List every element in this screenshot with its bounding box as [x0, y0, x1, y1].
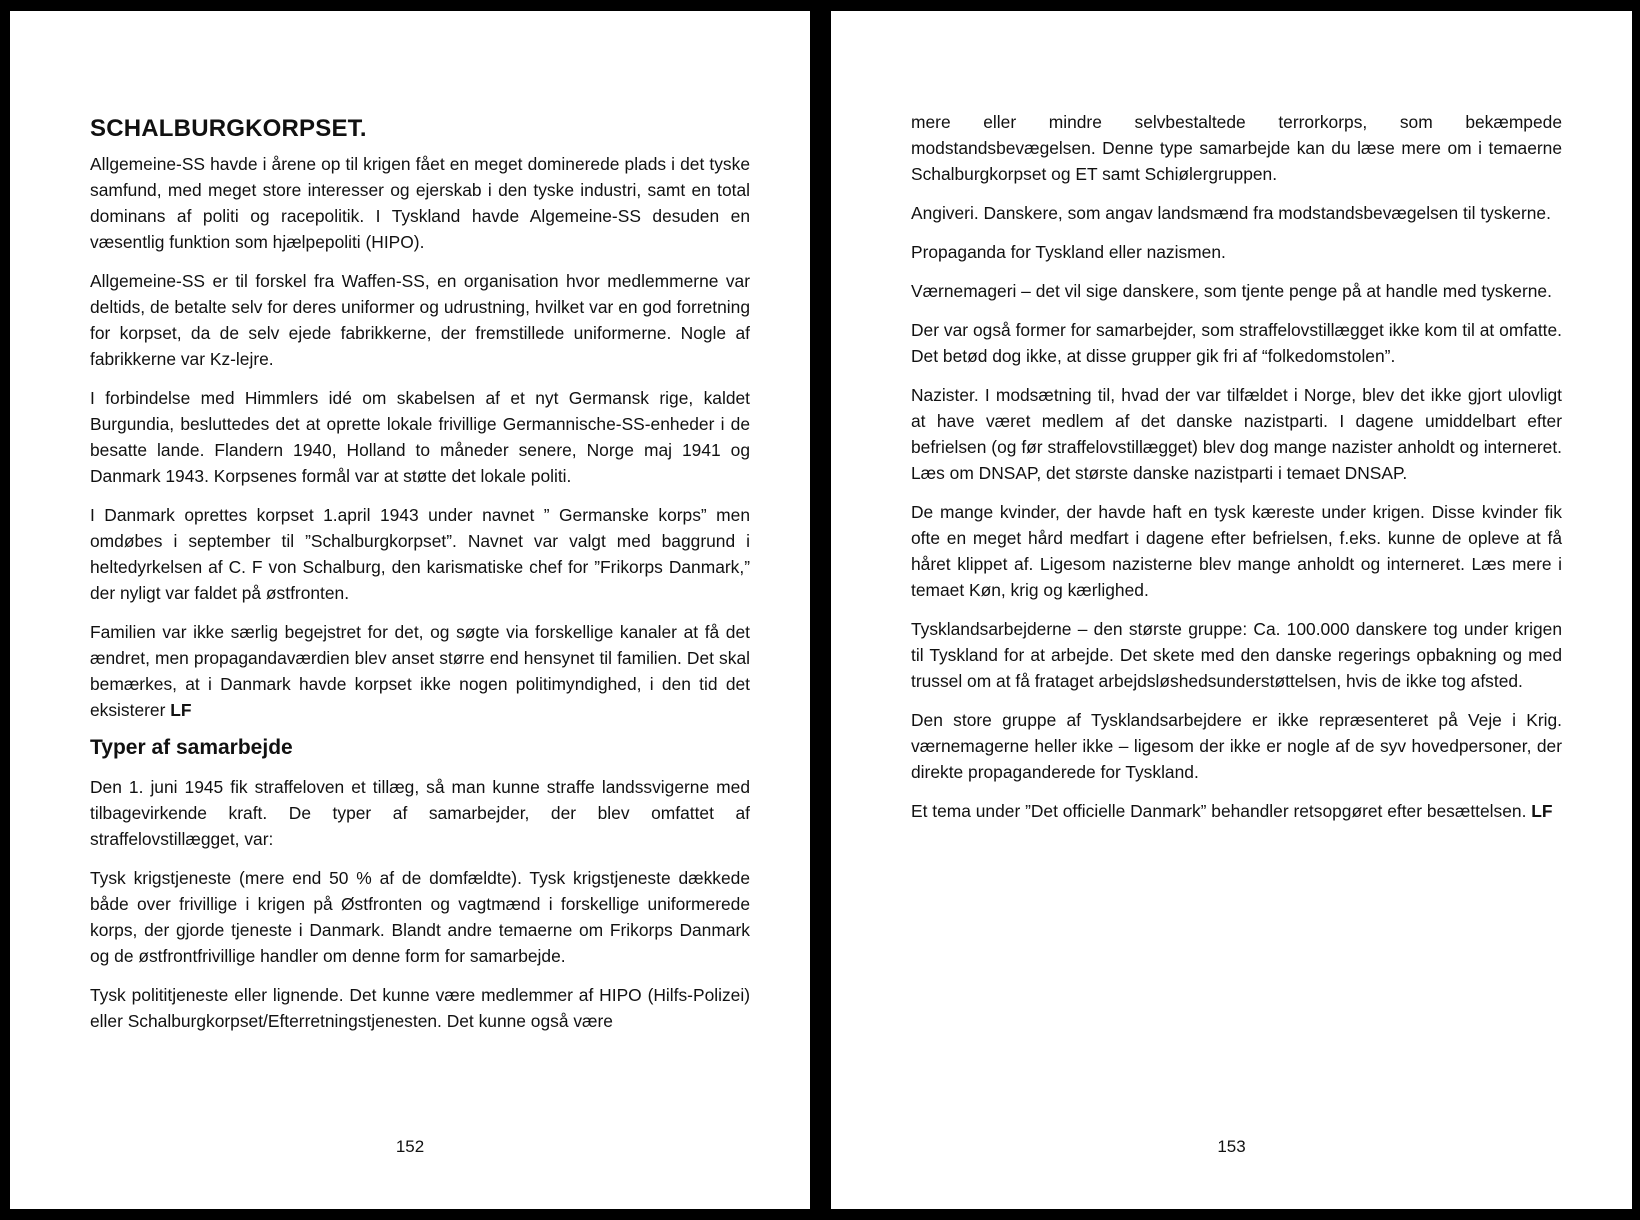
- paragraph: Den store gruppe af Tysklandsarbejdere er ikke repræsenteret på Veje i Krig. værnemagerne heller ikke – ligesom der ikke er nogle af de syv hovedpersoner, der direkte propaganderede for Tyskland.: [911, 710, 1562, 782]
- paragraph: Nazister. I modsætning til, hvad der var tilfældet i Norge, blev det ikke gjort ulovligt at have været medlem af det danske nazistparti. I dagene umiddelbart efter befrielsen (og før straffelovstillægget) blev dog mange nazister anholdt og interneret. Læs om DNSAP, det største danske nazistparti i temaet DNSAP.: [911, 385, 1562, 483]
- paragraph: [911, 798, 1562, 824]
- paragraph: Tysklandsarbejderne – den største gruppe: Ca. 100.000 danskere tog under krigen til Tyskland for at arbejde. Det skete med den danske regerings opbakning og med trussel om at få frataget arbejdsløshedsunderstøttelsen, hvis de ikke tog afsted.: [911, 619, 1562, 691]
- paragraph: Allgemeine-SS havde i årene op til krigen fået en meget dominerede plads i det tyske samfund, med meget store interesser og ejerskab i den tyske industri, samt en total dominans af politi og racepolitik. I Tyskland havde Algemeine-SS desuden en væsentlig funktion som hjælpepoliti (HIPO).: [90, 154, 750, 252]
- chapter-title: SCHALBURGKORPSET.: [90, 115, 367, 142]
- paragraph: Den 1. juni 1945 fik straffeloven et tillæg, så man kunne straffe landssvigerne med tilbagevirkende kraft. De typer af samarbejder, der blev omfattet af straffelovstillægget, var:: [90, 777, 750, 849]
- right-page: [831, 11, 1632, 1209]
- paragraph: Propaganda for Tyskland eller nazismen.: [911, 242, 1226, 262]
- paragraph: Tysk krigstjeneste (mere end 50 % af de domfældte). Tysk krigstjeneste dækkede både over frivillige i krigen på Østfronten og vagtmænd i forskellige uniformerede korps, der gjorde tjeneste i Danmark. Blandt andre temaerne om Frikorps Danmark og de østfrontfrivillige handler om denne form for samarbejde.: [90, 868, 750, 966]
- author-signature: LF: [170, 700, 192, 720]
- left-page: [10, 11, 810, 1209]
- paragraph: mere eller mindre selvbestaltede terrorkorps, som bekæmpede modstandsbevægelsen. Denne type samarbejde kan du læse mere om i temaerne Schalburgkorpset og ET samt Schiølergruppen.: [911, 112, 1562, 184]
- author-signature: LF: [1531, 801, 1553, 821]
- paragraph-text: Familien var ikke særlig begejstret for det, og søgte via forskellige kanaler at få det ændret, men propagandaværdien blev anset større end hensynet til familien. Det skal bemærkes, at i Danmark havde korpset ikke nogen politimyndighed, i den tid det eksisterer: [90, 622, 750, 720]
- paragraph: De mange kvinder, der havde haft en tysk kæreste under krigen. Disse kvinder fik ofte en meget hård medfart i dagene efter befrielsen, f.eks. kunne de opleve at få håret klippet af. Ligesom nazisterne blev mange anholdt og interneret. Læs mere i temaet Køn, krig og kærlighed.: [911, 502, 1562, 600]
- paragraph: Værnemageri – det vil sige danskere, som tjente penge på at handle med tyskerne.: [911, 281, 1552, 301]
- paragraph: I Danmark oprettes korpset 1.april 1943 under navnet ” Germanske korps” men omdøbes i september til ”Schalburgkorpset”. Navnet var valgt med baggrund i heltedyrkelsen af C. F von Schalburg, den karismatiske chef for ”Frikorps Danmark,” der nyligt var faldet på østfronten.: [90, 505, 750, 603]
- paragraph: [90, 619, 750, 723]
- paragraph: Angiveri. Danskere, som angav landsmænd fra modstandsbevægelsen til tyskerne.: [911, 203, 1551, 223]
- paragraph: Tysk polititjeneste eller lignende. Det kunne være medlemmer af HIPO (Hilfs-Polizei) eller Schalburgkorpset/Efterretningstjenesten. Det kunne også være: [90, 985, 750, 1031]
- section-heading: Typer af samarbejde: [90, 736, 293, 759]
- paragraph-text: Et tema under ”Det officielle Danmark” behandler retsopgøret efter besættelsen.: [911, 801, 1532, 821]
- page-number: 153: [1217, 1137, 1246, 1156]
- paragraph: I forbindelse med Himmlers idé om skabelsen af et nyt Germansk rige, kaldet Burgundia, besluttedes det at oprette lokale frivillige Germannische-SS-enheder i de besatte lande. Flandern 1940, Holland to måneder senere, Norge maj 1941 og Danmark 1943. Korpsenes formål var at støtte det lokale politi.: [90, 388, 750, 486]
- left-page-body: [90, 115, 750, 1047]
- right-page-body: [911, 109, 1562, 837]
- paragraph: Der var også former for samarbejder, som straffelovstillægget ikke kom til at omfatte. Det betød dog ikke, at disse grupper gik fri af “folkedomstolen”.: [911, 320, 1562, 366]
- page-number: 152: [395, 1137, 425, 1156]
- paragraph: Allgemeine-SS er til forskel fra Waffen-SS, en organisation hvor medlemmerne var deltids, de betalte selv for deres uniformer og udrustning, hvilket var en god forretning for korpset, da de selv ejede fabrikkerne, der fremstillede uniformerne. Nogle af fabrikkerne var Kz-lejre.: [90, 271, 750, 369]
